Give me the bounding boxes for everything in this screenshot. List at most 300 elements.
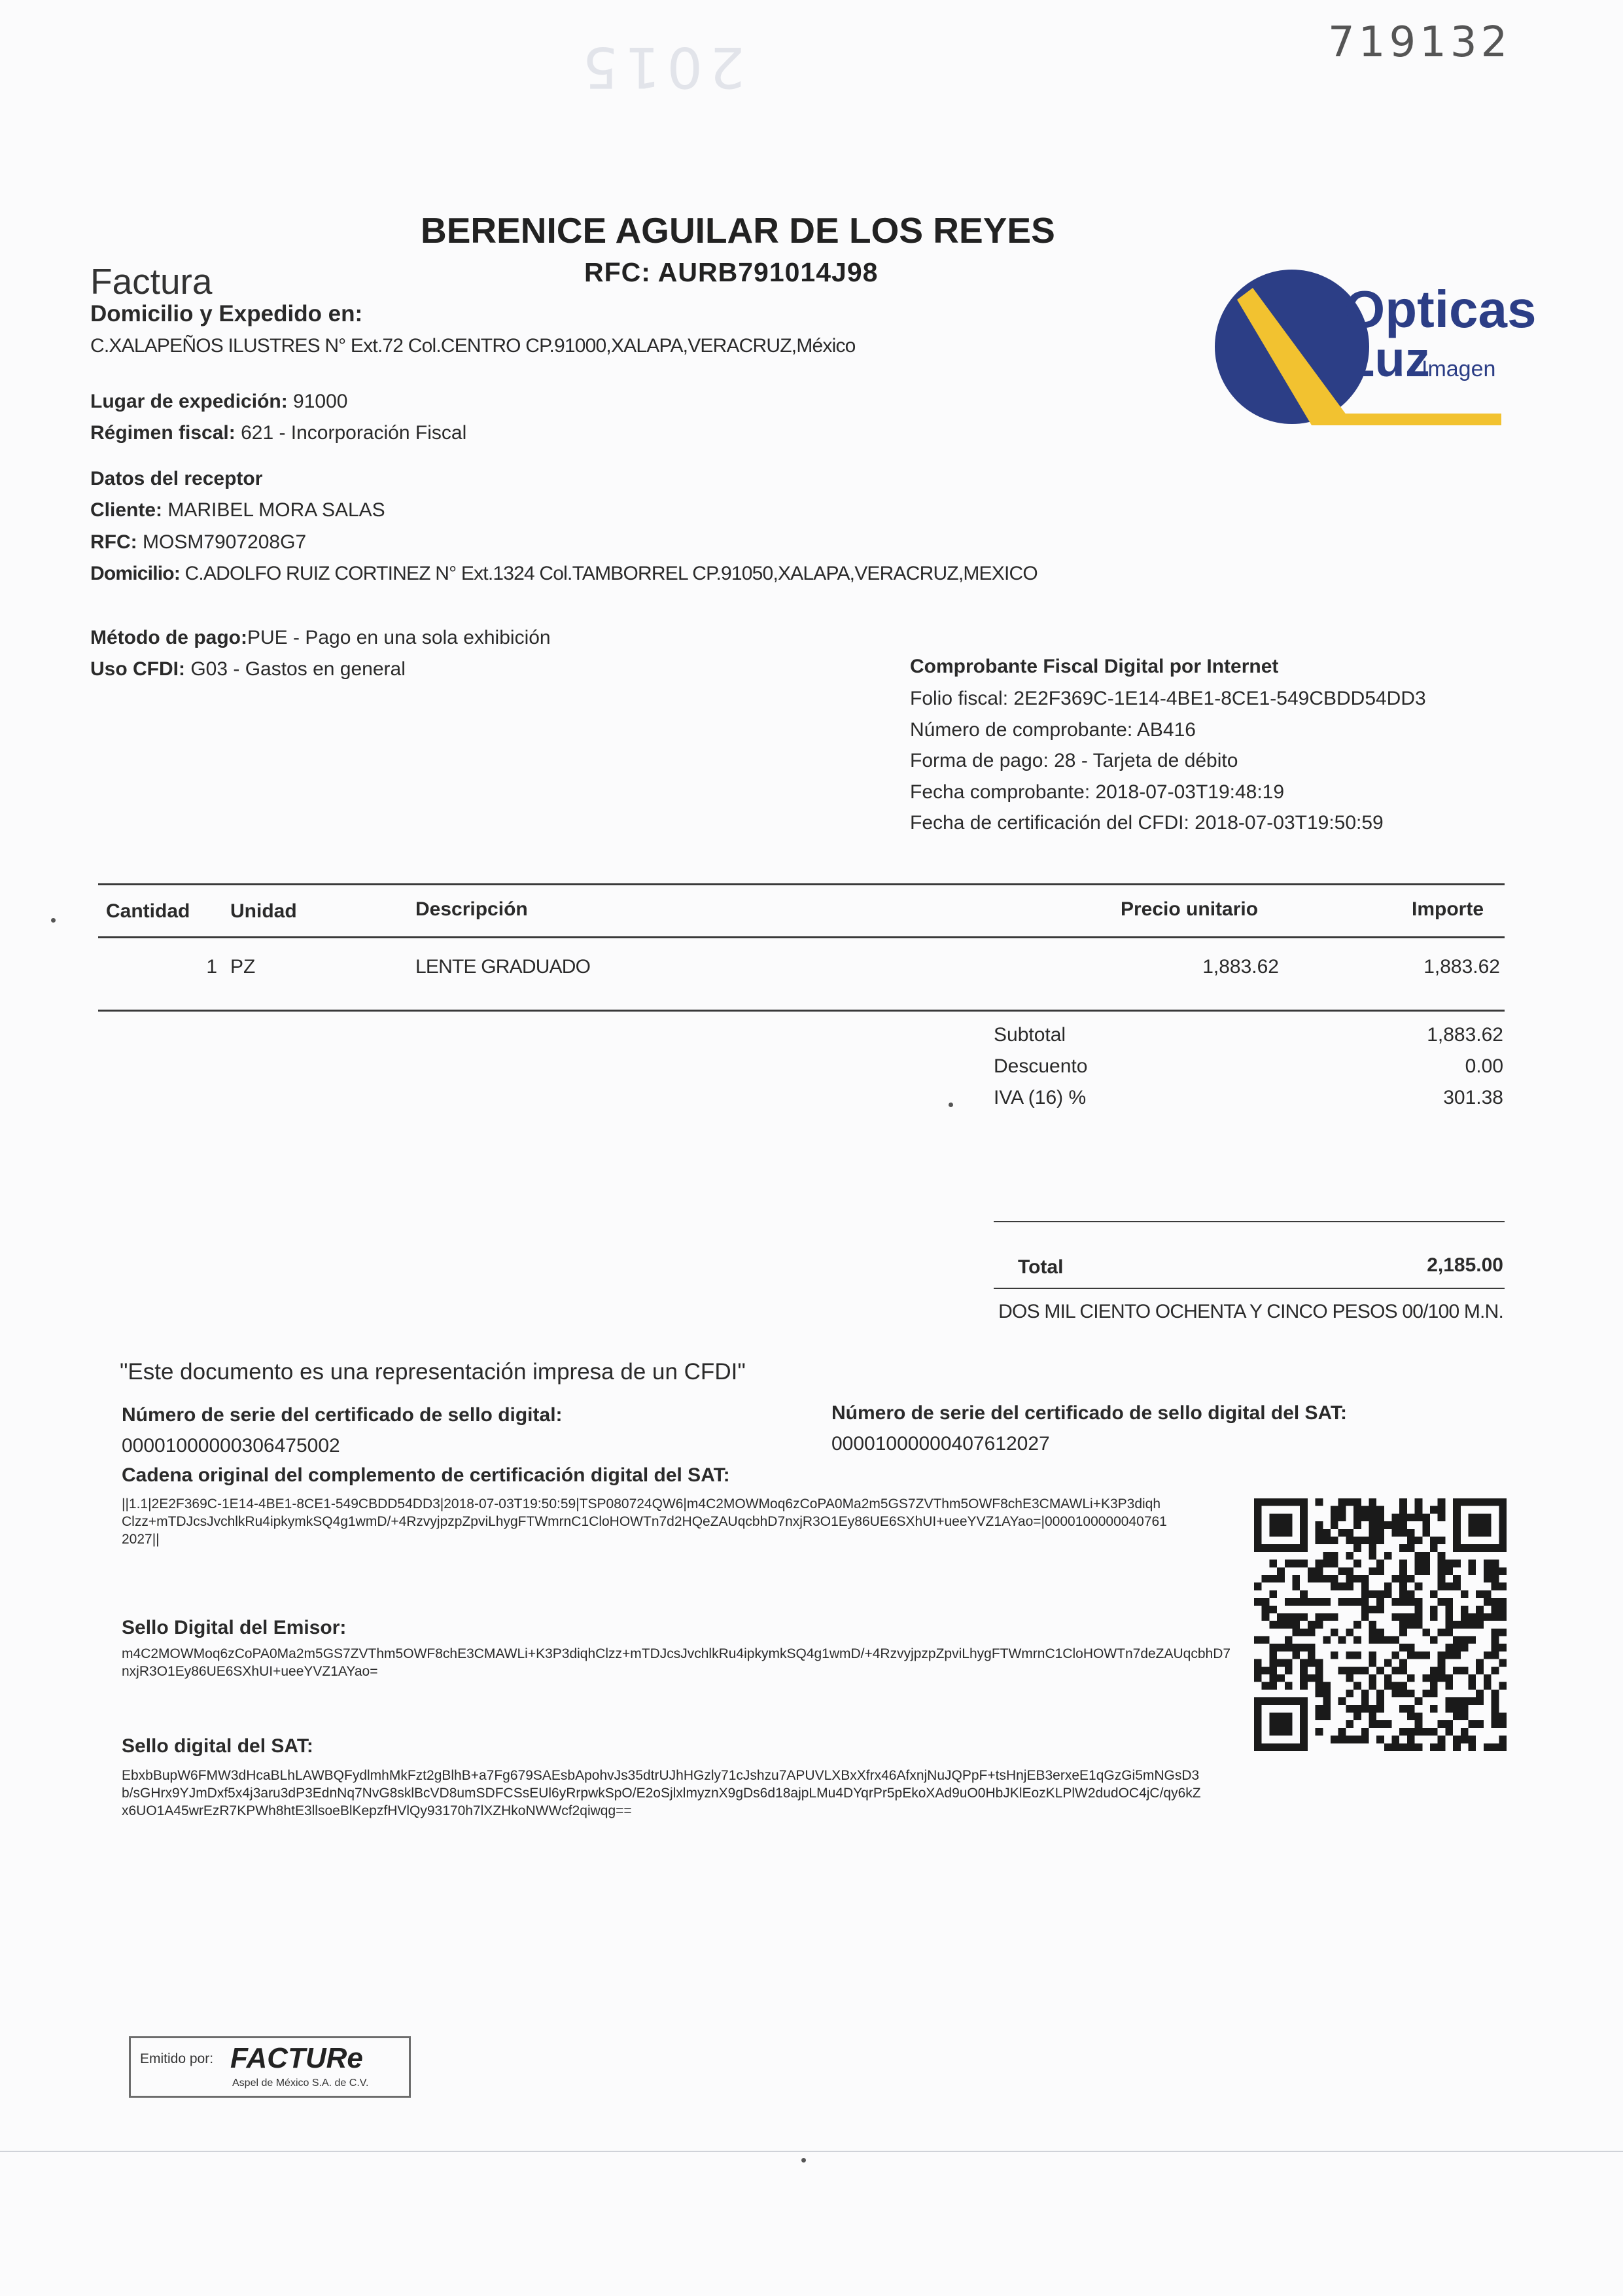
qr-module <box>1492 1598 1499 1606</box>
qr-module <box>1492 1575 1499 1583</box>
scan-speck <box>949 1103 953 1107</box>
uso-label: Uso CFDI: <box>90 658 185 680</box>
cliente-label: Cliente: <box>90 499 163 521</box>
numero-comprobante: Número de comprobante: AB416 <box>910 719 1196 741</box>
qr-module <box>1415 1728 1423 1736</box>
qr-module <box>1399 1544 1407 1552</box>
qr-module <box>1445 1560 1453 1568</box>
qr-module <box>1399 1590 1407 1598</box>
qr-module <box>1262 1636 1270 1644</box>
qr-module <box>1353 1598 1361 1606</box>
qr-module <box>1461 1697 1469 1705</box>
qr-module <box>1392 1667 1400 1674</box>
qr-module <box>1369 1621 1376 1629</box>
qr-module <box>1369 1674 1376 1682</box>
qr-module <box>1461 1621 1469 1629</box>
qr-module <box>1438 1513 1446 1521</box>
qr-module <box>1376 1629 1384 1636</box>
qr-module <box>1292 1575 1300 1583</box>
opticas-luz-logo <box>1213 262 1537 465</box>
total-label: Total <box>1018 1256 1064 1278</box>
qr-module <box>1323 1560 1331 1568</box>
qr-module <box>1292 1598 1300 1606</box>
qr-module <box>1492 1636 1499 1644</box>
qr-module <box>1346 1651 1353 1659</box>
qr-module <box>1376 1506 1384 1514</box>
qr-module <box>1422 1560 1430 1568</box>
qr-module <box>1269 1575 1277 1583</box>
qr-module <box>1300 1659 1308 1667</box>
qr-module <box>1346 1583 1353 1591</box>
qr-module <box>1323 1575 1331 1583</box>
qr-module <box>1438 1651 1446 1659</box>
qr-module <box>1353 1621 1361 1629</box>
qr-module <box>1353 1636 1361 1644</box>
qr-module <box>1269 1674 1277 1682</box>
qr-module <box>1484 1613 1492 1621</box>
qr-module <box>1476 1606 1484 1614</box>
qr-module <box>1392 1575 1400 1583</box>
qr-module <box>1331 1506 1338 1514</box>
qr-module <box>1376 1598 1384 1606</box>
qr-module <box>1438 1567 1446 1575</box>
qr-module <box>1277 1674 1285 1682</box>
issuer-rfc: RFC: AURB791014J98 <box>584 257 879 287</box>
qr-module <box>1331 1575 1338 1583</box>
qr-module <box>1445 1674 1453 1682</box>
qr-module <box>1499 1644 1507 1651</box>
qr-module <box>1407 1621 1415 1629</box>
qr-module <box>1292 1583 1300 1591</box>
qr-module <box>1346 1536 1353 1544</box>
qr-module <box>1484 1590 1492 1598</box>
qr-module <box>1445 1606 1453 1614</box>
qr-module <box>1430 1544 1438 1552</box>
qr-module <box>1376 1513 1384 1521</box>
qr-module <box>1316 1667 1323 1674</box>
receptor-domicilio <box>90 563 1038 585</box>
qr-module <box>1384 1674 1392 1682</box>
qr-module <box>1469 1567 1476 1575</box>
qr-module <box>1399 1567 1407 1575</box>
qr-module <box>1353 1575 1361 1583</box>
qr-module <box>1484 1682 1492 1690</box>
qr-module <box>1415 1713 1423 1721</box>
qr-module <box>1492 1567 1499 1575</box>
qr-module <box>1300 1629 1308 1636</box>
qr-module <box>1422 1529 1430 1537</box>
total-top-rule <box>994 1221 1505 1222</box>
qr-module <box>1499 1713 1507 1721</box>
qr-module <box>1476 1689 1484 1697</box>
qr-module <box>1453 1705 1461 1713</box>
qr-module <box>1285 1621 1293 1629</box>
scan-speck <box>51 918 56 923</box>
qr-module <box>1353 1682 1361 1690</box>
qr-module <box>1300 1598 1308 1606</box>
qr-module <box>1461 1606 1469 1614</box>
qr-module <box>1353 1521 1361 1529</box>
qr-module <box>1369 1659 1376 1667</box>
qr-module <box>1407 1575 1415 1583</box>
qr-module <box>1361 1590 1369 1598</box>
qr-module <box>1277 1659 1285 1667</box>
handwritten-number: 719132 <box>1328 18 1512 67</box>
qr-module <box>1323 1713 1331 1721</box>
qr-module <box>1438 1674 1446 1682</box>
qr-module <box>1361 1613 1369 1621</box>
qr-module <box>1492 1651 1499 1659</box>
qr-module <box>1399 1659 1407 1667</box>
domicilio-label: Domicilio y Expedido en: <box>90 301 363 327</box>
qr-module <box>1316 1560 1323 1568</box>
iva-label: IVA (16) % <box>994 1087 1087 1108</box>
qr-module <box>1453 1667 1461 1674</box>
logo-underline <box>1312 414 1501 425</box>
qr-module <box>1476 1621 1484 1629</box>
qr-module <box>1369 1705 1376 1713</box>
qr-module <box>1415 1743 1423 1751</box>
qr-module <box>1331 1583 1338 1591</box>
qr-module <box>1399 1513 1407 1521</box>
qr-module <box>1492 1560 1499 1568</box>
qr-module <box>1461 1667 1469 1674</box>
qr-module <box>1422 1689 1430 1697</box>
qr-module <box>1353 1651 1361 1659</box>
qr-module <box>1415 1697 1423 1705</box>
qr-module <box>1384 1590 1392 1598</box>
col-cantidad: Cantidad <box>106 900 190 922</box>
qr-module <box>1376 1560 1384 1568</box>
qr-module <box>1316 1613 1323 1621</box>
qr-module <box>1384 1682 1392 1690</box>
sello-emisor-label: Sello Digital del Emisor: <box>122 1617 347 1638</box>
qr-module <box>1369 1506 1376 1514</box>
cliente <box>90 499 385 521</box>
qr-module <box>1262 1606 1270 1614</box>
qr-module <box>1399 1689 1407 1697</box>
qr-module <box>1376 1567 1384 1575</box>
qr-module <box>1415 1552 1423 1560</box>
qr-module <box>1399 1629 1407 1636</box>
qr-module <box>1399 1644 1407 1651</box>
qr-module <box>1445 1682 1453 1690</box>
qr-module <box>1445 1629 1453 1636</box>
row-precio: 1,883.62 <box>1202 956 1279 978</box>
qr-module <box>1461 1644 1469 1651</box>
qr-module <box>1461 1713 1469 1721</box>
qr-module <box>1353 1506 1361 1514</box>
qr-module <box>1331 1560 1338 1568</box>
qr-module <box>1308 1674 1316 1682</box>
cfdi-leyenda: "Este documento es una representación impresa de un CFDI" <box>120 1359 746 1385</box>
qr-module <box>1399 1621 1407 1629</box>
qr-module <box>1484 1674 1492 1682</box>
qr-module <box>1361 1583 1369 1591</box>
qr-module <box>1361 1736 1369 1744</box>
qr-module <box>1376 1521 1384 1529</box>
qr-module <box>1430 1536 1438 1544</box>
qr-module <box>1369 1629 1376 1636</box>
qr-module <box>1453 1743 1461 1751</box>
qr-module <box>1399 1529 1407 1537</box>
qr-module <box>1492 1705 1499 1713</box>
qr-module <box>1269 1644 1277 1651</box>
qr-module <box>1415 1506 1423 1514</box>
qr-module <box>1461 1705 1469 1713</box>
qr-module <box>1376 1636 1384 1644</box>
lugar-label: Lugar de expedición: <box>90 391 288 412</box>
qr-module <box>1316 1529 1323 1537</box>
qr-module <box>1484 1575 1492 1583</box>
qr-module <box>1369 1590 1376 1598</box>
qr-module <box>1430 1682 1438 1690</box>
qr-module <box>1331 1629 1338 1636</box>
qr-module <box>1384 1521 1392 1529</box>
qr-module <box>1369 1498 1376 1506</box>
table-top-rule <box>98 883 1505 885</box>
qr-module <box>1338 1506 1346 1514</box>
qr-module <box>1438 1560 1446 1568</box>
qr-module <box>1476 1697 1484 1705</box>
qr-module <box>1316 1682 1323 1690</box>
qr-module <box>1430 1590 1438 1598</box>
qr-module <box>1300 1667 1308 1674</box>
qr-module <box>1323 1705 1331 1713</box>
qr-module <box>1361 1689 1369 1697</box>
qr-module <box>1499 1720 1507 1728</box>
qr-module <box>1269 1651 1277 1659</box>
scan-speck <box>801 2158 806 2163</box>
qr-module <box>1316 1521 1323 1529</box>
qr-module <box>1407 1536 1415 1544</box>
qr-module <box>1346 1575 1353 1583</box>
qr-module <box>1285 1560 1293 1568</box>
qr-module <box>1438 1552 1446 1560</box>
serie-emisor-value: 00001000000306475002 <box>122 1435 340 1457</box>
qr-module <box>1316 1674 1323 1682</box>
qr-module <box>1422 1513 1430 1521</box>
qr-module <box>1338 1529 1346 1537</box>
qr-module <box>1422 1728 1430 1736</box>
qr-module <box>1407 1689 1415 1697</box>
qr-module <box>1415 1583 1423 1591</box>
qr-module <box>1323 1636 1331 1644</box>
qr-module <box>1422 1674 1430 1682</box>
qr-module <box>1338 1498 1346 1506</box>
qr-module <box>1492 1606 1499 1614</box>
qr-module <box>1476 1720 1484 1728</box>
qr-module <box>1338 1567 1346 1575</box>
qr-module <box>1499 1659 1507 1667</box>
regimen-value: 621 - Incorporación Fiscal <box>235 422 467 444</box>
aspel-subtext: Aspel de México S.A. de C.V. <box>232 2077 369 2089</box>
qr-module <box>1430 1689 1438 1697</box>
serie-emisor-label: Número de serie del certificado de sello digital: <box>122 1404 563 1426</box>
qr-module <box>1453 1636 1461 1644</box>
qr-module <box>1415 1536 1423 1544</box>
qr-module <box>1392 1521 1400 1529</box>
qr-module <box>1476 1659 1484 1667</box>
qr-module <box>1269 1667 1277 1674</box>
qr-module <box>1445 1720 1453 1728</box>
qr-module <box>1392 1743 1400 1751</box>
qr-module <box>1445 1567 1453 1575</box>
qr-module <box>1430 1705 1438 1713</box>
qr-module <box>1262 1575 1270 1583</box>
doc-type: Factura <box>90 261 213 302</box>
qr-module <box>1469 1743 1476 1751</box>
qr-module <box>1262 1598 1270 1606</box>
qr-module <box>1399 1613 1407 1621</box>
qr-module <box>1438 1583 1446 1591</box>
qr-module <box>1262 1613 1270 1621</box>
qr-module <box>1308 1659 1316 1667</box>
qr-module <box>1461 1590 1469 1598</box>
qr-module <box>1308 1621 1316 1629</box>
qr-module <box>1361 1506 1369 1514</box>
qr-module <box>1346 1720 1353 1728</box>
qr-module <box>1392 1529 1400 1537</box>
qr-module <box>1392 1613 1400 1621</box>
qr-module <box>1415 1621 1423 1629</box>
qr-module <box>1392 1513 1400 1521</box>
qr-module <box>1316 1728 1323 1736</box>
qr-module <box>1308 1598 1316 1606</box>
logo-word-opticas: Opticas <box>1344 280 1537 338</box>
qr-module <box>1254 1583 1262 1591</box>
qr-module <box>1338 1583 1346 1591</box>
qr-module <box>1262 1667 1270 1674</box>
qr-module <box>1346 1705 1353 1713</box>
qr-module <box>1438 1598 1446 1606</box>
qr-module <box>1492 1613 1499 1621</box>
qr-module <box>1438 1743 1446 1751</box>
qr-module <box>1430 1636 1438 1644</box>
qr-module <box>1499 1606 1507 1614</box>
qr-module <box>1316 1689 1323 1697</box>
qr-module <box>1453 1713 1461 1721</box>
qr-module <box>1376 1590 1384 1598</box>
qr-module <box>1399 1682 1407 1690</box>
qr-module <box>1499 1567 1507 1575</box>
qr-module <box>1469 1674 1476 1682</box>
qr-module <box>1469 1736 1476 1744</box>
qr-module <box>1492 1583 1499 1591</box>
qr-module <box>1407 1613 1415 1621</box>
qr-module <box>1338 1728 1346 1736</box>
qr-module <box>1346 1689 1353 1697</box>
qr-module <box>1269 1621 1277 1629</box>
qr-module <box>1492 1644 1499 1651</box>
receptor-rfc <box>90 531 306 554</box>
qr-module <box>1369 1529 1376 1537</box>
qr-module <box>1415 1598 1423 1606</box>
qr-module <box>1331 1536 1338 1544</box>
uso-value: G03 - Gastos en general <box>185 658 406 680</box>
qr-module <box>1316 1705 1323 1713</box>
receptor-rfc-label: RFC: <box>90 531 137 553</box>
col-unidad: Unidad <box>230 900 297 922</box>
qr-module <box>1399 1560 1407 1568</box>
qr-module <box>1399 1498 1407 1506</box>
qr-module <box>1369 1720 1376 1728</box>
qr-module <box>1430 1667 1438 1674</box>
descuento-label: Descuento <box>994 1055 1088 1077</box>
qr-module <box>1422 1552 1430 1560</box>
qr-module <box>1300 1613 1308 1621</box>
serie-sat-label: Número de serie del certificado de sello digital del SAT: <box>831 1402 1347 1424</box>
emitido-label: Emitido por: <box>140 2051 214 2066</box>
qr-module <box>1331 1552 1338 1560</box>
qr-module <box>1308 1567 1316 1575</box>
qr-module <box>1399 1728 1407 1736</box>
qr-module <box>1407 1736 1415 1744</box>
qr-module <box>1445 1705 1453 1713</box>
qr-module <box>1399 1521 1407 1529</box>
qr-module <box>1461 1636 1469 1644</box>
qr-module <box>1407 1529 1415 1537</box>
qr-module <box>1399 1575 1407 1583</box>
qr-module <box>1430 1613 1438 1621</box>
qr-module <box>1484 1651 1492 1659</box>
qr-module <box>1300 1590 1308 1598</box>
qr-module <box>1369 1682 1376 1690</box>
qr-module <box>1285 1667 1293 1674</box>
qr-module <box>1499 1598 1507 1606</box>
qr-module <box>1392 1682 1400 1690</box>
qr-module <box>1277 1644 1285 1651</box>
qr-module <box>1323 1552 1331 1560</box>
qr-module <box>1316 1498 1323 1506</box>
qr-module <box>1285 1644 1293 1651</box>
qr-module <box>1262 1682 1270 1690</box>
qr-module <box>1376 1529 1384 1537</box>
qr-module <box>1407 1544 1415 1552</box>
qr-module <box>1453 1644 1461 1651</box>
qr-module <box>1316 1536 1323 1544</box>
qr-module <box>1469 1613 1476 1621</box>
qr-module <box>1369 1536 1376 1544</box>
qr-module <box>1445 1621 1453 1629</box>
qr-module <box>1399 1705 1407 1713</box>
lugar-expedicion <box>90 391 347 413</box>
qr-module <box>1308 1651 1316 1659</box>
qr-module <box>1292 1621 1300 1629</box>
qr-module <box>1346 1667 1353 1674</box>
qr-module <box>1316 1621 1323 1629</box>
scan-bottom-edge <box>0 2151 1623 2152</box>
qr-module <box>1461 1736 1469 1744</box>
qr-module <box>1369 1713 1376 1721</box>
qr-module <box>1415 1498 1423 1506</box>
qr-module <box>1492 1720 1499 1728</box>
qr-module <box>1323 1613 1331 1621</box>
qr-module <box>1331 1521 1338 1529</box>
qr-module <box>1346 1674 1353 1682</box>
qr-module <box>1269 1682 1277 1690</box>
qr-module <box>1353 1560 1361 1568</box>
qr-module <box>1399 1667 1407 1674</box>
qr-module <box>1392 1598 1400 1606</box>
qr-module <box>1292 1644 1300 1651</box>
qr-module <box>1430 1674 1438 1682</box>
qr-module <box>1346 1629 1353 1636</box>
qr-module <box>1361 1575 1369 1583</box>
qr-module <box>1369 1651 1376 1659</box>
sello-sat: EbxbBupW6FMW3dHcaBLhLAWBQFydlmhMkFzt2gBlhB+a7Fg679SAEsbApohvJs35dtrUJhHGzly71cJshzu7APUVLXBxXfrx46AfxnjNuJQPpF+tsHnjEB3erxeE1qGzGi5mNGsD3b/sGHrx9YJmDxf5x4j3aru3dP3EdnNq7NvG8sklBcVD8umSDFCSsEUl6yRrpwkSpO/E2oSjlxlmyznX9gDs6d18ajpLMu4DYqrPr5pEkoXAd9uO0HbJKlEozKLPlW2dudOC4jC/qy6kZx6UO1A45wrEzR7KPWh8htE3llsoeBlKepzfHVlQy93170h7lXZHkoNWWcf2qiwqg== <box>122 1768 1201 1818</box>
qr-module <box>1361 1728 1369 1736</box>
